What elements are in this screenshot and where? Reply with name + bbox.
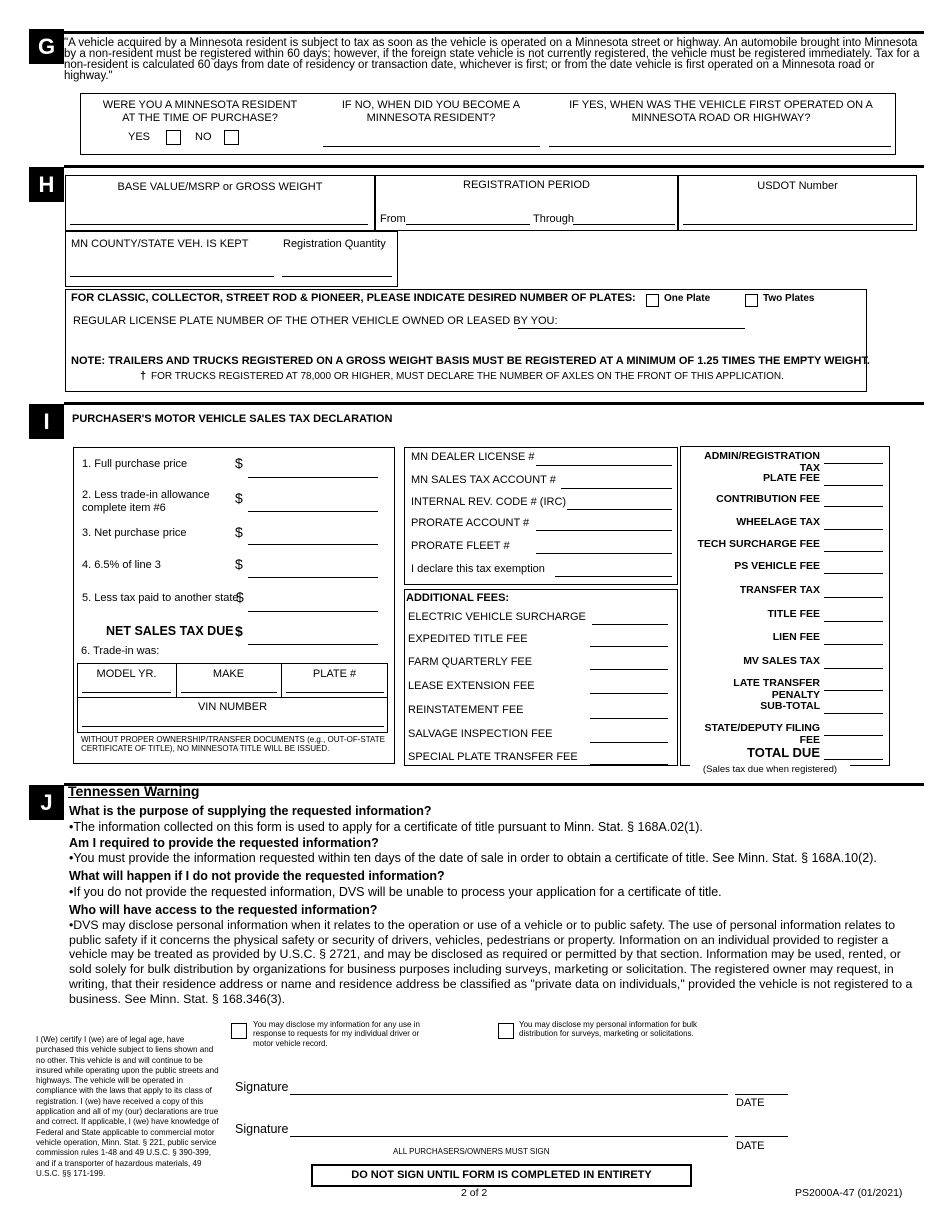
trucks-axles-note: FOR TRUCKS REGISTERED AT 78,000 OR HIGHER, MUST DECLARE THE NUMBER OF AXLES ON THE FRONT OF THIS APPLICATION. <box>151 371 784 382</box>
prorate-fleet-label: PRORATE FLEET # <box>411 540 510 552</box>
additional-fees-label: ADDITIONAL FEES: <box>406 592 510 604</box>
tax-exemption-input[interactable] <box>555 576 672 577</box>
one-plate-label: One Plate <box>664 293 711 304</box>
expedited-title-input[interactable] <box>590 646 668 647</box>
signature-2-label: Signature <box>235 1122 289 1136</box>
yes-checkbox[interactable] <box>166 129 181 147</box>
line-2-label: 2. Less trade-in allowance complete item #6 <box>82 489 210 514</box>
lease-extension-label: LEASE EXTENSION FEE <box>408 680 535 692</box>
mv-sales-tax-input[interactable] <box>824 668 883 669</box>
access-question: Who will have access to the requested information? <box>69 903 378 917</box>
line-5-dollar: $ <box>236 589 244 605</box>
contribution-fee-input[interactable] <box>824 506 883 507</box>
signature-1-input[interactable] <box>290 1094 728 1095</box>
admin-reg-tax-label: ADMIN/REGISTRATION TAX <box>704 450 820 474</box>
section-g-badge: G <box>29 29 64 64</box>
reinstatement-label: REINSTATEMENT FEE <box>408 704 524 716</box>
disclose-individual-checkbox[interactable] <box>231 1022 247 1040</box>
line-5-label: 5. Less tax paid to another state <box>82 592 239 604</box>
from-input[interactable] <box>406 224 530 225</box>
line-2-dollar: $ <box>235 490 243 506</box>
reinstatement-input[interactable] <box>590 718 668 719</box>
two-plates-checkbox[interactable] <box>745 292 758 310</box>
sales-tax-account-label: MN SALES TAX ACCOUNT # <box>411 474 556 486</box>
regular-plate-label: REGULAR LICENSE PLATE NUMBER OF THE OTHER VEHICLE OWNED OR LEASED BY YOU: <box>73 315 558 327</box>
purpose-answer: •The information collected on this form is used to apply for a certificate of title pursuant to Minn. Stat. § 168A.02(1). <box>69 820 703 834</box>
ev-surcharge-input[interactable] <box>592 624 668 625</box>
vin-input[interactable] <box>82 726 384 727</box>
filing-fee-label: STATE/DEPUTY FILING FEE <box>704 722 820 746</box>
gross-weight-note: NOTE: TRAILERS AND TRUCKS REGISTERED ON A GROSS WEIGHT BASIS MUST BE REGISTERED AT A MINIMUM OF 1.25 TIMES THE EMPTY WEIGHT. <box>71 355 870 367</box>
tax-exemption-label: I declare this tax exemption <box>411 563 545 575</box>
total-due-note: (Sales tax due when registered) <box>690 764 850 775</box>
farm-quarterly-input[interactable] <box>590 669 668 670</box>
classic-plates-label: FOR CLASSIC, COLLECTOR, STREET ROD & PIONEER, PLEASE INDICATE DESIRED NUMBER OF PLATES: <box>71 292 636 304</box>
signature-1-label: Signature <box>235 1080 289 1094</box>
transfer-tax-label: TRANSFER TAX <box>739 584 820 596</box>
registration-quantity-input[interactable] <box>282 276 392 277</box>
usdot-input[interactable] <box>683 224 913 225</box>
dealer-license-input[interactable] <box>536 465 672 466</box>
purpose-question: What is the purpose of supplying the requested information? <box>69 804 432 818</box>
irc-input[interactable] <box>567 509 672 510</box>
date-2-input[interactable] <box>735 1136 788 1137</box>
from-label: From <box>380 213 406 225</box>
late-transfer-penalty-input[interactable] <box>824 690 883 691</box>
ownership-note: WITHOUT PROPER OWNERSHIP/TRANSFER DOCUMENTS (e.g., OUT-OF-STATE CERTIFICATE OF TITLE), NO MINNESOTA TITLE WILL BE ISSUED. <box>81 735 386 753</box>
page-number: 2 of 2 <box>461 1187 488 1199</box>
salvage-inspection-label: SALVAGE INSPECTION FEE <box>408 728 553 740</box>
line-3-label: 3. Net purchase price <box>82 527 187 539</box>
trade-in-allowance-input[interactable] <box>248 511 378 512</box>
late-transfer-penalty-label: LATE TRANSFER PENALTY <box>733 677 820 701</box>
trade-in-row-divider <box>77 697 388 698</box>
access-answer: •DVS may disclose personal information when it relates to the operation or use of a vehicle or to public safety. The use of personal information relates to public safety if it concerns the physical safety or security of drivers, vehicles, pedestrians or property. Information on an individual provided to register a vehicle may be treated as provided by U.S.C. § 2721, and may be disclosed as required or permitted by that section. Information may be used, rented, or sold solely for bulk distribution by organizations for business purposes including surveys, marketing or solicitation. The registered owner may request, in writing, that their residence address or name and residence address be classified as "private data on individuals," provided the vehicle is not registered to a business. See Minn. Stat. § 168.346(3). <box>69 918 913 1006</box>
contribution-fee-label: CONTRIBUTION FEE <box>716 493 820 505</box>
sub-total-input[interactable] <box>824 713 883 714</box>
salvage-inspection-input[interactable] <box>590 742 668 743</box>
sub-total-label: SUB-TOTAL <box>760 700 820 712</box>
all-must-sign-label: ALL PURCHASERS/OWNERS MUST SIGN <box>393 1147 550 1156</box>
tax-line-3-input[interactable] <box>248 577 378 578</box>
full-purchase-price-input[interactable] <box>248 477 378 478</box>
disclose-individual-label: You may disclose my information for any use in response to requests for my individual driver or motor vehicle record. <box>253 1020 420 1048</box>
make-input[interactable] <box>181 692 277 693</box>
date-1-label: DATE <box>736 1097 765 1109</box>
line-4-label: 4. 6.5% of line 3 <box>82 559 161 571</box>
ev-surcharge-label: ELECTRIC VEHICLE SURCHARGE <box>408 611 586 623</box>
title-fee-label: TITLE FEE <box>767 608 820 620</box>
registration-quantity-label: Registration Quantity <box>283 238 386 250</box>
sales-tax-declaration-title: PURCHASER'S MOTOR VEHICLE SALES TAX DECLARATION <box>72 413 393 425</box>
line-3-dollar: $ <box>235 524 243 540</box>
tennessen-warning-title: Tennessen Warning <box>68 783 200 799</box>
base-value-label: BASE VALUE/MSRP or GROSS WEIGHT <box>117 181 323 193</box>
dealer-license-label: MN DEALER LICENSE # <box>411 451 535 463</box>
transfer-tax-input[interactable] <box>824 597 883 598</box>
trade-in-label: 6. Trade-in was: <box>81 645 160 657</box>
first-operated-question: IF YES, WHEN WAS THE VEHICLE FIRST OPERATED ON A MINNESOTA ROAD OR HIGHWAY? <box>569 99 873 124</box>
tax-paid-other-state-input[interactable] <box>248 611 378 612</box>
prorate-account-label: PRORATE ACCOUNT # <box>411 517 530 529</box>
resident-question: WERE YOU A MINNESOTA RESIDENT AT THE TIME OF PURCHASE? <box>102 99 298 124</box>
date-2-label: DATE <box>736 1140 765 1152</box>
line-1-dollar: $ <box>235 455 243 471</box>
plate-fee-input[interactable] <box>824 485 883 486</box>
through-input[interactable] <box>573 224 675 225</box>
become-resident-question: IF NO, WHEN DID YOU BECOME A MINNESOTA RESIDENT? <box>341 99 521 124</box>
title-fee-input[interactable] <box>824 621 883 622</box>
section-g-quote: "A vehicle acquired by a Minnesota resident is subject to tax as soon as the vehicle is operated on a Minnesota street or highway. An automobile brought into Minnesota by a non-resident must be registered within 60 days; however, if the foreign state vehicle is not currently registered, the vehicle must be registered immediately. Tax for a non-resident is calculated 60 days from date of residency or transaction date, whichever is first; or from the date vehicle is first operated on a Minnesota road or highway." <box>64 37 920 82</box>
required-question: Am I required to provide the requested information? <box>69 836 379 850</box>
first-operated-input[interactable] <box>549 146 891 147</box>
prorate-account-input[interactable] <box>536 530 672 531</box>
model-year-label: MODEL YR. <box>96 668 157 680</box>
base-value-input[interactable] <box>70 224 368 225</box>
special-plate-transfer-input[interactable] <box>590 764 668 765</box>
no-label: NO <box>195 131 212 143</box>
prorate-fleet-input[interactable] <box>536 553 672 554</box>
no-checkbox[interactable] <box>224 129 239 147</box>
tech-surcharge-label: TECH SURCHARGE FEE <box>697 538 820 550</box>
section-h-rule <box>64 165 924 168</box>
consequence-question: What will happen if I do not provide the requested information? <box>69 869 445 883</box>
disclose-bulk-label: You may disclose my personal information for bulk distribution for surveys, marketing or solicitations. <box>519 1020 698 1039</box>
wheelage-tax-label: WHEELAGE TAX <box>736 516 820 528</box>
net-due-dollar: $ <box>235 623 243 639</box>
irc-label: INTERNAL REV. CODE # (IRC) <box>411 496 567 508</box>
ps-vehicle-fee-label: PS VEHICLE FEE <box>734 560 820 572</box>
sales-tax-account-input[interactable] <box>561 488 672 489</box>
section-i-badge: I <box>29 404 64 439</box>
section-g-rule <box>64 31 924 34</box>
line-1-label: 1. Full purchase price <box>82 458 188 470</box>
section-i-rule <box>64 402 924 405</box>
net-sales-tax-due-label: NET SALES TAX DUE <box>106 624 234 638</box>
usdot-label: USDOT Number <box>757 180 838 192</box>
filing-fee-input[interactable] <box>824 735 883 736</box>
line-4-dollar: $ <box>235 556 243 572</box>
do-not-sign-banner: DO NOT SIGN UNTIL FORM IS COMPLETED IN ENTIRETY <box>311 1164 692 1187</box>
form-id: PS2000A-47 (01/2021) <box>795 1187 903 1199</box>
date-1-input[interactable] <box>735 1094 788 1095</box>
lien-fee-label: LIEN FEE <box>772 631 820 643</box>
required-answer: •You must provide the information requested within ten days of the date of sale in order to obtain a certificate of title. See Minn. Stat. § 168A.10(2). <box>69 851 877 865</box>
lien-fee-input[interactable] <box>824 644 883 645</box>
lease-extension-input[interactable] <box>590 693 668 694</box>
make-label: MAKE <box>212 668 245 680</box>
section-h-badge: H <box>29 167 64 202</box>
admin-reg-tax-input[interactable] <box>824 463 883 464</box>
county-label: MN COUNTY/STATE VEH. IS KEPT <box>71 238 249 250</box>
tech-surcharge-input[interactable] <box>824 551 883 552</box>
net-purchase-price-input[interactable] <box>248 544 378 545</box>
mv-sales-tax-label: MV SALES TAX <box>743 655 820 667</box>
become-resident-input[interactable] <box>323 146 540 147</box>
total-due-input[interactable] <box>824 759 883 760</box>
wheelage-tax-input[interactable] <box>824 529 883 530</box>
total-due-label: TOTAL DUE <box>747 745 820 760</box>
farm-quarterly-label: FARM QUARTERLY FEE <box>408 656 533 668</box>
plate-label: PLATE # <box>312 668 357 680</box>
through-label: Through <box>533 213 574 225</box>
section-j-badge: J <box>29 785 64 820</box>
signature-2-input[interactable] <box>290 1136 728 1137</box>
county-input[interactable] <box>70 276 274 277</box>
model-year-input[interactable] <box>82 692 171 693</box>
regular-plate-input[interactable] <box>518 328 745 329</box>
dagger-icon: † <box>140 370 147 382</box>
special-plate-transfer-label: SPECIAL PLATE TRANSFER FEE <box>408 751 578 763</box>
plate-input[interactable] <box>286 692 384 693</box>
net-sales-tax-due-input[interactable] <box>248 644 378 645</box>
plate-fee-label: PLATE FEE <box>763 472 820 484</box>
ps-vehicle-fee-input[interactable] <box>824 573 883 574</box>
one-plate-checkbox[interactable] <box>646 292 659 310</box>
registration-period-label: REGISTRATION PERIOD <box>463 179 590 191</box>
two-plates-label: Two Plates <box>763 293 815 304</box>
expedited-title-label: EXPEDITED TITLE FEE <box>408 633 528 645</box>
vin-label: VIN NUMBER <box>197 701 268 713</box>
certification-text: I (We) certify I (we) are of legal age, have purchased this vehicle subject to liens shown and no other. This vehicle is and will continue to be insured while operating upon the public streets and highways. The vehicle will be operated in compliance with the laws that apply to its class of registration. I (we) have received a copy of this application and all of my (our) declarations are true and correct. If applicable, I (we) have knowledge of Federal and State applicable to commercial motor vehicle operation, Minn. Stat. § 221, public service commission rules 1-48 and 49 U.S.C. § 390-399, and if a transporter of hazardous materials, 49 U.S.C. §§ 171-199. <box>36 1035 219 1178</box>
consequence-answer: •If you do not provide the requested information, DVS will be unable to process your application for a certificate of title. <box>69 885 722 899</box>
disclose-bulk-checkbox[interactable] <box>498 1022 514 1040</box>
yes-label: YES <box>128 131 151 143</box>
